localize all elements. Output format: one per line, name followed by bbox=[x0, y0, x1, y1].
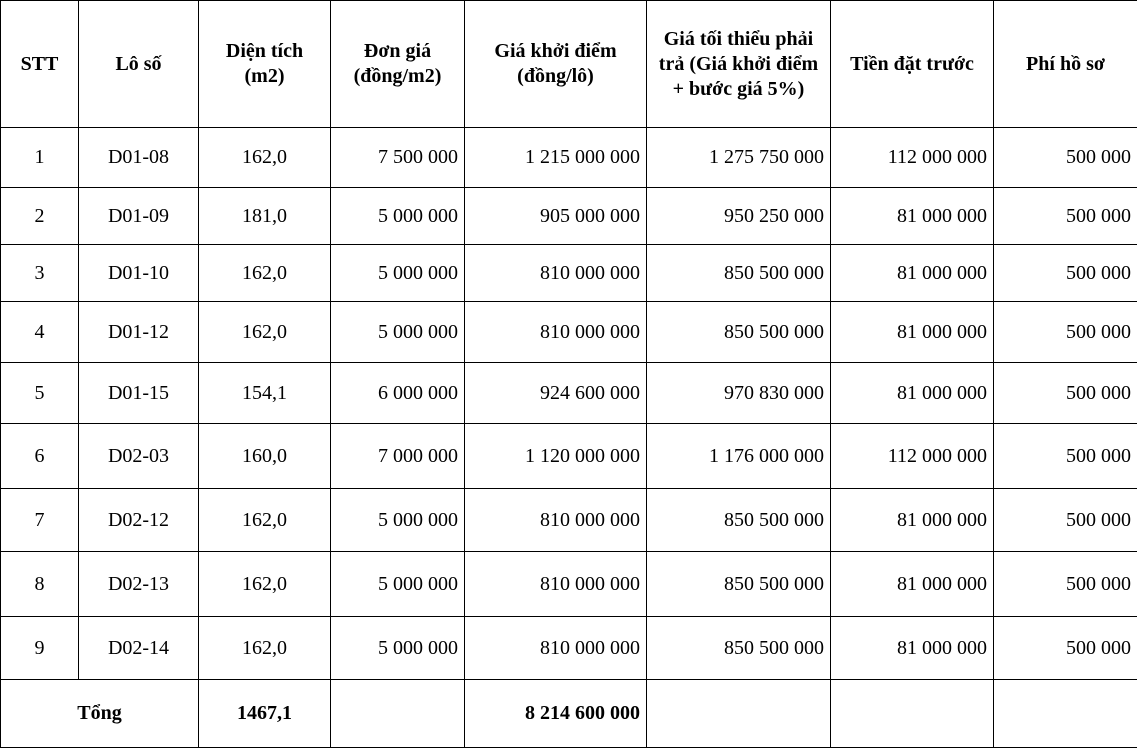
cell-fee: 500 000 bbox=[994, 552, 1137, 617]
cell-area: 181,0 bbox=[199, 188, 331, 245]
cell-lot-number: D02-12 bbox=[79, 489, 199, 552]
cell-starting-price: 810 000 000 bbox=[465, 489, 647, 552]
cell-starting-price: 810 000 000 bbox=[465, 245, 647, 302]
table-row bbox=[1, 552, 1137, 617]
table-row bbox=[1, 617, 1137, 680]
table-row bbox=[1, 424, 1137, 489]
cell-lot-number: D01-08 bbox=[79, 128, 199, 188]
cell-fee: 500 000 bbox=[994, 489, 1137, 552]
cell-min-price: 850 500 000 bbox=[647, 302, 831, 363]
cell-stt: 7 bbox=[1, 489, 79, 552]
cell-starting-price: 924 600 000 bbox=[465, 363, 647, 424]
cell-starting-price: 1 120 000 000 bbox=[465, 424, 647, 489]
cell-area: 162,0 bbox=[199, 128, 331, 188]
cell-deposit: 81 000 000 bbox=[831, 617, 994, 680]
total-fee bbox=[994, 680, 1137, 748]
cell-lot-number: D01-12 bbox=[79, 302, 199, 363]
table-row bbox=[1, 489, 1137, 552]
cell-unit-price: 6 000 000 bbox=[331, 363, 465, 424]
cell-starting-price: 810 000 000 bbox=[465, 302, 647, 363]
cell-fee: 500 000 bbox=[994, 302, 1137, 363]
table-row bbox=[1, 188, 1137, 245]
cell-starting-price: 810 000 000 bbox=[465, 617, 647, 680]
header-stt: STT bbox=[1, 1, 79, 128]
cell-unit-price: 5 000 000 bbox=[331, 552, 465, 617]
cell-min-price: 1 275 750 000 bbox=[647, 128, 831, 188]
cell-fee: 500 000 bbox=[994, 363, 1137, 424]
cell-stt: 8 bbox=[1, 552, 79, 617]
cell-starting-price: 810 000 000 bbox=[465, 552, 647, 617]
header-fee: Phí hồ sơ bbox=[994, 1, 1137, 128]
cell-area: 162,0 bbox=[199, 245, 331, 302]
cell-fee: 500 000 bbox=[994, 128, 1137, 188]
total-min-price bbox=[647, 680, 831, 748]
cell-stt: 1 bbox=[1, 128, 79, 188]
cell-fee: 500 000 bbox=[994, 245, 1137, 302]
header-deposit: Tiền đặt trước bbox=[831, 1, 994, 128]
cell-min-price: 850 500 000 bbox=[647, 245, 831, 302]
cell-area: 162,0 bbox=[199, 302, 331, 363]
table-row bbox=[1, 363, 1137, 424]
table-row bbox=[1, 245, 1137, 302]
cell-deposit: 112 000 000 bbox=[831, 128, 994, 188]
cell-unit-price: 5 000 000 bbox=[331, 489, 465, 552]
cell-deposit: 81 000 000 bbox=[831, 245, 994, 302]
cell-stt: 3 bbox=[1, 245, 79, 302]
header-row bbox=[1, 1, 1137, 128]
total-unit-price bbox=[331, 680, 465, 748]
cell-lot-number: D01-15 bbox=[79, 363, 199, 424]
cell-unit-price: 5 000 000 bbox=[331, 188, 465, 245]
cell-starting-price: 905 000 000 bbox=[465, 188, 647, 245]
cell-min-price: 850 500 000 bbox=[647, 552, 831, 617]
header-min-price: Giá tối thiểu phải trả (Giá khởi điểm + bước giá 5%) bbox=[647, 1, 831, 128]
cell-deposit: 81 000 000 bbox=[831, 363, 994, 424]
cell-fee: 500 000 bbox=[994, 617, 1137, 680]
total-row bbox=[1, 680, 1137, 748]
cell-stt: 4 bbox=[1, 302, 79, 363]
cell-fee: 500 000 bbox=[994, 424, 1137, 489]
cell-lot-number: D01-09 bbox=[79, 188, 199, 245]
cell-stt: 5 bbox=[1, 363, 79, 424]
cell-stt: 9 bbox=[1, 617, 79, 680]
cell-deposit: 112 000 000 bbox=[831, 424, 994, 489]
cell-min-price: 950 250 000 bbox=[647, 188, 831, 245]
total-area: 1467,1 bbox=[199, 680, 331, 748]
cell-area: 154,1 bbox=[199, 363, 331, 424]
cell-unit-price: 5 000 000 bbox=[331, 617, 465, 680]
cell-min-price: 970 830 000 bbox=[647, 363, 831, 424]
cell-area: 162,0 bbox=[199, 552, 331, 617]
total-deposit bbox=[831, 680, 994, 748]
cell-unit-price: 7 500 000 bbox=[331, 128, 465, 188]
cell-lot-number: D02-03 bbox=[79, 424, 199, 489]
cell-deposit: 81 000 000 bbox=[831, 552, 994, 617]
table-row bbox=[1, 302, 1137, 363]
cell-area: 162,0 bbox=[199, 489, 331, 552]
cell-starting-price: 1 215 000 000 bbox=[465, 128, 647, 188]
cell-min-price: 1 176 000 000 bbox=[647, 424, 831, 489]
header-lot-number: Lô số bbox=[79, 1, 199, 128]
total-label: Tổng bbox=[1, 680, 199, 748]
cell-lot-number: D02-13 bbox=[79, 552, 199, 617]
header-starting-price: Giá khởi điểm (đồng/lô) bbox=[465, 1, 647, 128]
cell-min-price: 850 500 000 bbox=[647, 489, 831, 552]
cell-stt: 6 bbox=[1, 424, 79, 489]
cell-deposit: 81 000 000 bbox=[831, 489, 994, 552]
cell-unit-price: 7 000 000 bbox=[331, 424, 465, 489]
cell-lot-number: D02-14 bbox=[79, 617, 199, 680]
header-unit-price: Đơn giá (đồng/m2) bbox=[331, 1, 465, 128]
cell-area: 162,0 bbox=[199, 617, 331, 680]
cell-area: 160,0 bbox=[199, 424, 331, 489]
cell-fee: 500 000 bbox=[994, 188, 1137, 245]
total-starting-price: 8 214 600 000 bbox=[465, 680, 647, 748]
cell-lot-number: D01-10 bbox=[79, 245, 199, 302]
table-row bbox=[1, 128, 1137, 188]
cell-unit-price: 5 000 000 bbox=[331, 302, 465, 363]
cell-deposit: 81 000 000 bbox=[831, 188, 994, 245]
cell-stt: 2 bbox=[1, 188, 79, 245]
cell-unit-price: 5 000 000 bbox=[331, 245, 465, 302]
cell-deposit: 81 000 000 bbox=[831, 302, 994, 363]
cell-min-price: 850 500 000 bbox=[647, 617, 831, 680]
header-area: Diện tích (m2) bbox=[199, 1, 331, 128]
